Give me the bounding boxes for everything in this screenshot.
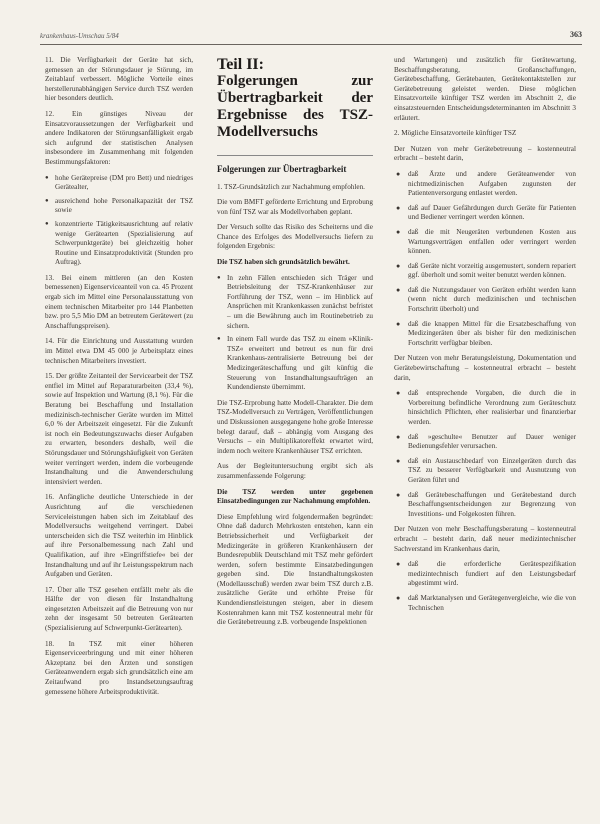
list-item: ● konzentrierte Tätigkeitsausrichtung auf relativ wenige Gerätearten (Spezialisierung auf Schwerpunktgeräte) bei gleichzeitig hoher Routine und Einsatzproduktivität (Stunden pro Auftrag). (45, 220, 193, 268)
list-item: ● In zehn Fällen entschieden sich Träger und Betriebsleitung der TSZ-Krankenhäuser zur Fortführung der TSZ, wenn – im Hinblick auf Ansprüchen mit Krankenkassen zunächst befristet – um die Bewährung auch im Routinebetrieb zu sichern. (217, 274, 373, 332)
bold-statement: Die TSZ werden unter gegebenen Einsatzbedingungen zur Nachahmung empfohlen. (217, 487, 373, 506)
list-item: ● daß ein Austauschbedarf von Einzelgeräten durch das TSZ zu besserer Verfügbarkeit und Ausnutzung von Geräten führt und (394, 457, 576, 486)
paragraph: Die vom BMFT geförderte Errichtung und Erprobung von fünf TSZ war als Modellvorhaben geplant. (217, 198, 373, 216)
journal-title: krankenhaus-Umschau 5/84 (40, 32, 119, 40)
header-rule (40, 44, 582, 45)
list-item: ● daß Gerätebeschaffungen und Gerätebestand durch Beschaffungsentscheidungen zur Begrenzung von Investitions- und Folgekosten führen. (394, 491, 576, 520)
paragraph: Der Nutzen von mehr Beratungsleistung, Dokumentation und Gerätebewirtschaftung – kostenneutral erbracht – besteht darin, (394, 354, 576, 382)
section-title (217, 56, 373, 141)
list-item: ● ausreichend hohe Personalkapazität der TSZ sowie (45, 197, 193, 216)
paragraph-18: 18. In TSZ mit einer höheren Eigenserviceerbringung und mit einer höheren Akzeptanz bei den Ärzten und sonstigen Geräteanwendern ergab sich grundsätzlich eine am Zeitaufwand pro Instandsetzungsauftrag gemessene höhere Arbeitsproduktivität. (45, 639, 193, 696)
paragraph: Der Nutzen von mehr Gerätebetreuung – kostenneutral erbracht – besteht darin, (394, 144, 576, 163)
list-item: ● daß entsprechende Vorgaben, die durch die in Vorbereitung befindliche Verordnung zum Geräteschutz hinsichtlich Pflichten, eher realisierbar und finanzierbar werden. (394, 389, 576, 427)
page-number: 363 (570, 30, 582, 39)
list-item: ● daß die mit Neugeräten verbundenen Kosten aus Wartungsverträgen entfallen oder verringert werden können. (394, 228, 576, 257)
paragraph-11: 11. Die Verfügbarkeit der Geräte hat sich, gemessen an der Störungsdauer je Störung, im Zeitablauf verbessert. Mögliche Vorteile eines herstellerunabhängigen Service durch TSZ werden hier besonders deutlich. (45, 56, 193, 103)
paragraph: Aus der Begleituntersuchung ergibt sich als zusammenfassende Folgerung: (217, 462, 373, 480)
column-middle (217, 56, 373, 634)
subheading: Folgerungen zur Übertragbarkeit (217, 164, 347, 174)
list-item: ● daß Ärzte und andere Geräteanwender von nichtmedizinischen Aufgaben zugunsten der Patientenversorgung entlastet werden. (394, 170, 576, 199)
paragraph-16: 16. Anfängliche deutliche Unterschiede in der Ausrichtung auf die verschiedenen Serviceleistungen haben sich im Zeitablauf des Modellversuchs weitgehend verringert. Dabei unterscheiden sich die TSZ weiterhin im Hinblick auf ihre Personalbemessung nach Zahl und Qualifikation, auf ihre »Eingriffstiefe« bei der Instandhaltung und auf ihr Leistungsspektrum nach Aufgaben und Geräten. (45, 493, 193, 579)
list-item: ● daß die erforderliche Gerätespezifikation medizintechnisch fundiert auf den Leistungsbedarf abgestimmt wird. (394, 560, 576, 589)
result-list (217, 274, 373, 393)
section-title-text: Folgerungen zur Übertragbarkeit der Ergebnisse des TSZ-Modellversuchs (217, 73, 373, 140)
benefit-list (394, 560, 576, 613)
subhead-rule (217, 155, 373, 156)
paragraph-14: 14. Für die Einrichtung und Ausstattung wurden im Mittel etwa DM 45 000 je Arbeitsplatz eines technischen Mitarbeiters investiert. (45, 337, 193, 365)
list-item: ● daß Geräte nicht vorzeitig ausgemustert, sondern repariert ggf. überholt und somit weiter benutzt werden können. (394, 262, 576, 281)
list-item: ● hohe Gerätepreise (DM pro Bett) und niedriges Gerätealter, (45, 174, 193, 193)
list-item: ● daß die knappen Mittel für die Ersatzbeschaffung von Medizingeräten über als bisher für den medizinischen Fortschritt verfügbar bleiben. (394, 320, 576, 349)
paragraph-heading: 2. Mögliche Einsatzvorteile künftiger TSZ (394, 129, 517, 138)
list-item: ● daß »geschulte« Benutzer auf Dauer weniger Bedienungsfehler verursachen. (394, 433, 576, 452)
list-item: ● daß auf Dauer Gefährdungen durch Geräte für Patienten und Bediener verringert werden können. (394, 204, 576, 223)
paragraph-12: 12. Ein günstiges Niveau der Einsatzvoraussetzungen der Verfügbarkeit und andere Indikatoren der Störungsanfälligkeit ergab sich aufgrund der statistischen Analysen insbesondere im Zusammenhang mit folgenden Bestimmungsfaktoren: (45, 109, 193, 166)
paragraph: und Wartungen) und zusätzlich für Gerätewartung, Beschaffungsberatung, Großanschaffungen, Gerätebeschaffung, Gerätebauten, Gerätekontaktstellen zur Gerätebetreuung geleistet werden. Diese möglichen Einsatzvorteile künftiger TSZ werden im Abschnitt 2, die einsatzsteuernden Entscheidungsdeterminanten im Abschnitt 3 erläutert. (394, 56, 576, 122)
paragraph: Die TSZ-Erprobung hatte Modell-Charakter. Die dem TSZ-Modellversuch zu Verträgen, Veröffentlichungen und Diskussionen ausgegangene hohe große Interesse belegt darauf, daß – abhängig vom Ausgang des Versuchs – ein Multiplikatoreffekt erwartet wird, indem noch weitere Krankenhäuser TSZ errichten. (217, 398, 373, 455)
paragraph-13: 13. Bei einem mittleren (an den Kosten bemessenen) Eigenserviceanteil von ca. 45 Prozent ergab sich im Mittel eine Personalausstattung von einem technischen Mitarbeiter pro 144 Planbetten bzw. pro 5,5 Mio DM an betreutem Gerätewert (zu Anschaffungspreisen). (45, 273, 193, 330)
list-item: ● In einem Fall wurde das TSZ zu einem »Klinik-TSZ« erweitert und betreut es nun für drei Krankenhaus-zentralisierte Betreuung bei der Medizingeräteschaffung und gilt künftig die Steuerung von Instandhaltungsaufträgen an Kundendienste übernimmt. (217, 335, 373, 393)
paragraph: Der Versuch sollte das Risiko des Scheiterns und die Chance des Erfolges des Modellversuchs liefern zu folgenden Ergebnis: (217, 223, 373, 251)
list-item: ● daß Marktanalysen und Gerätegenvergleiche, wie die von Technischen (394, 594, 576, 613)
paragraph: Der Nutzen von mehr Beschaffungsberatung – kostenneutral erbracht – besteht darin, daß neuer medizintechnischer Sachverstand im Krankenhaus darin, (394, 525, 576, 553)
factor-list (45, 174, 193, 268)
section-title-part: Teil II: (217, 56, 264, 73)
paragraph-15: 15. Der größte Zeitanteil der Servicearbeit der TSZ entfiel im Mittel auf Reparaturarbeiten (33,4 %), sowie auf Inspektion und Wartung (8,1 %). Für die Beratung bei Beschaffung und Installation medizinisch-technischer Geräte wurden im Mittel 6,0 % der Arbeitszeit eingesetzt. Für die Zukunft ist noch ein Bedeutungszuwachs dieser Aufgaben zu erwarten, besonders deshalb, weil die Störungsdauer und Störungshäufigkeit von Geräten weiter verringert werden, indem die vorbeugende Instandhaltung und die Anwenderschulung intensiviert werden. (45, 372, 193, 486)
paragraph: Diese Empfehlung wird folgendermaßen begründet: Ohne daß dadurch Mehrkosten entstehen, kann ein Betriebssicherheit und Verfügbarkeit der Medizingeräte in größeren Krankenhäusern der Bundesrepublik Deutschland mit TSZ mehr gefördert werden, sofern bestimmte Einsatzbedingungen gegeben sind. Die Instandhaltungskosten (Modellausschuß) werden zwar beim TSZ durch z.B. zusätzliche Geräte und erhöhte Preise für Kundendienstleistungen steigen, aber in diesem Kostenrahmen kann mit TSZ kostenneutral mehr für die Gerätebetreuung z.B. vorbeugende Inspektionen (217, 512, 373, 627)
benefit-list (394, 389, 576, 519)
paragraph-17: 17. Über alle TSZ gesehen entfällt mehr als die Hälfte der von diesen für Instandhaltung eingesetzten Arbeitszeit auf die Betreuung von nur zehn der insgesamt 50 betreuten Gerätearten (Spezialisierung auf Schwerpunkt-Gerätearten). (45, 585, 193, 633)
paragraph: 1. TSZ-Grundsätzlich zur Nachahmung empfohlen. (217, 182, 365, 191)
list-item: ● daß die Nutzungsdauer von Geräten erhöht werden kann (wenn nicht durch medizinischen und technischen Fortschritt überholt) und (394, 286, 576, 315)
running-header (40, 30, 582, 44)
benefit-list (394, 170, 576, 349)
column-right (394, 56, 576, 619)
column-left (45, 56, 193, 703)
bold-statement: Die TSZ haben sich grundsätzlich bewährt. (217, 258, 350, 267)
